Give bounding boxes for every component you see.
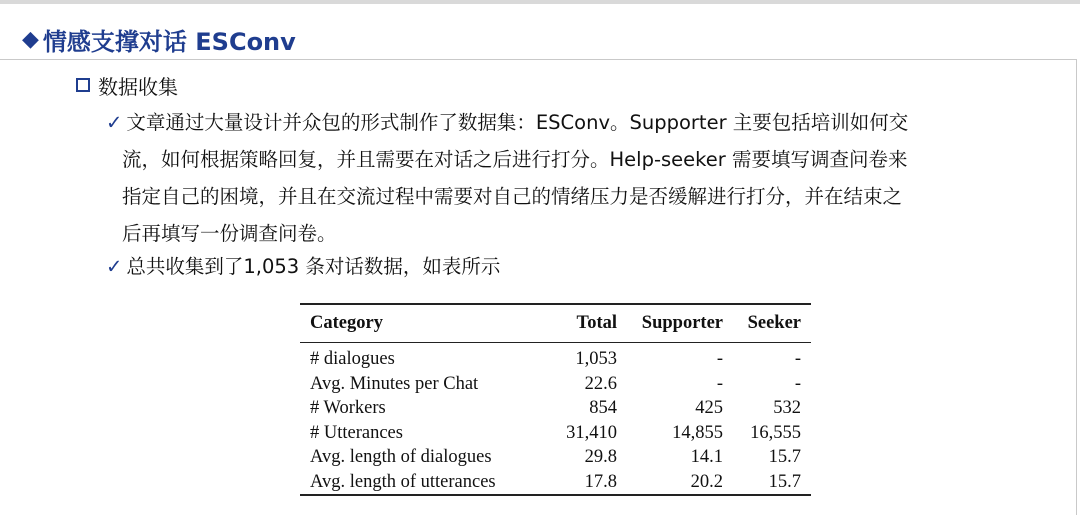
slide-title: [22, 21, 296, 57]
paragraph-line: [106, 104, 936, 141]
table-cell: Avg. length of dialogues: [310, 447, 492, 468]
table-cell: 15.7: [768, 447, 801, 468]
table-cell: 1,053: [575, 349, 617, 370]
table-cell: -: [716, 349, 723, 370]
column-header: Category: [310, 313, 383, 333]
paragraph-line: [106, 141, 936, 178]
paragraph-text: 文章通过大量设计并众包的形式制作了数据集：ESConv。Supporter 主要包括培训如何交: [126, 111, 909, 134]
table-cell: -: [716, 373, 723, 394]
diamond-icon: ◆: [22, 26, 39, 52]
paragraph-text: 指定自己的困境，并且在交流过程中需要对自己的情绪压力是否缓解进行打分，并在结束之: [122, 185, 903, 208]
slide-title-text: 情感支撑对话 ESConv: [42, 27, 296, 56]
table-cell: 31,410: [566, 422, 617, 443]
table-cell: -: [794, 349, 801, 370]
paragraph-text: 流，如何根据策略回复，并且需要在对话之后进行打分。Help-seeker 需要填写调查问卷来: [122, 148, 908, 171]
table-row: [300, 343, 811, 372]
square-bullet-icon: [76, 78, 90, 92]
table-row: [300, 396, 811, 421]
table-cell: 29.8: [584, 447, 617, 468]
right-border: [1076, 59, 1077, 515]
section-heading-text: 数据收集: [98, 74, 178, 99]
table-header-row: [300, 304, 811, 343]
title-divider: [0, 59, 1076, 60]
table-cell: 425: [695, 398, 723, 419]
table-cell: 14,855: [672, 422, 723, 443]
table-cell: 532: [773, 398, 801, 419]
table-row: [300, 445, 811, 470]
table-cell: 17.8: [584, 471, 617, 492]
check-icon: ✓: [106, 111, 123, 134]
table-row: [300, 372, 811, 397]
table-cell: 854: [589, 398, 617, 419]
summary-bullet: [106, 249, 500, 285]
table-cell: # Workers: [310, 398, 386, 419]
paragraph-line: [106, 178, 936, 215]
column-header: Supporter: [641, 313, 723, 333]
check-icon: ✓: [106, 255, 123, 278]
column-header: Total: [576, 313, 617, 333]
table-cell: 15.7: [768, 471, 801, 492]
table-cell: # dialogues: [310, 349, 395, 370]
paragraph-text: 后再填写一份调查问卷。: [122, 222, 337, 245]
column-header: Seeker: [747, 313, 801, 333]
description-paragraph: [106, 104, 936, 252]
table-cell: # Utterances: [310, 422, 403, 443]
table-cell: Avg. Minutes per Chat: [310, 373, 479, 394]
table-row: [300, 421, 811, 446]
table-cell: 20.2: [690, 471, 723, 492]
summary-bullet-text: 总共收集到了1,053 条对话数据，如表所示: [126, 255, 501, 278]
table-cell: 14.1: [690, 447, 723, 468]
table-cell: -: [794, 373, 801, 394]
top-border: [0, 0, 1080, 4]
paragraph-line: [106, 215, 936, 252]
dataset-stats-table: [300, 303, 811, 496]
section-heading: [75, 70, 178, 100]
table-cell: 22.6: [584, 373, 617, 394]
table-cell: Avg. length of utterances: [310, 471, 496, 492]
table-cell: 16,555: [750, 422, 801, 443]
table-row: [300, 470, 811, 496]
